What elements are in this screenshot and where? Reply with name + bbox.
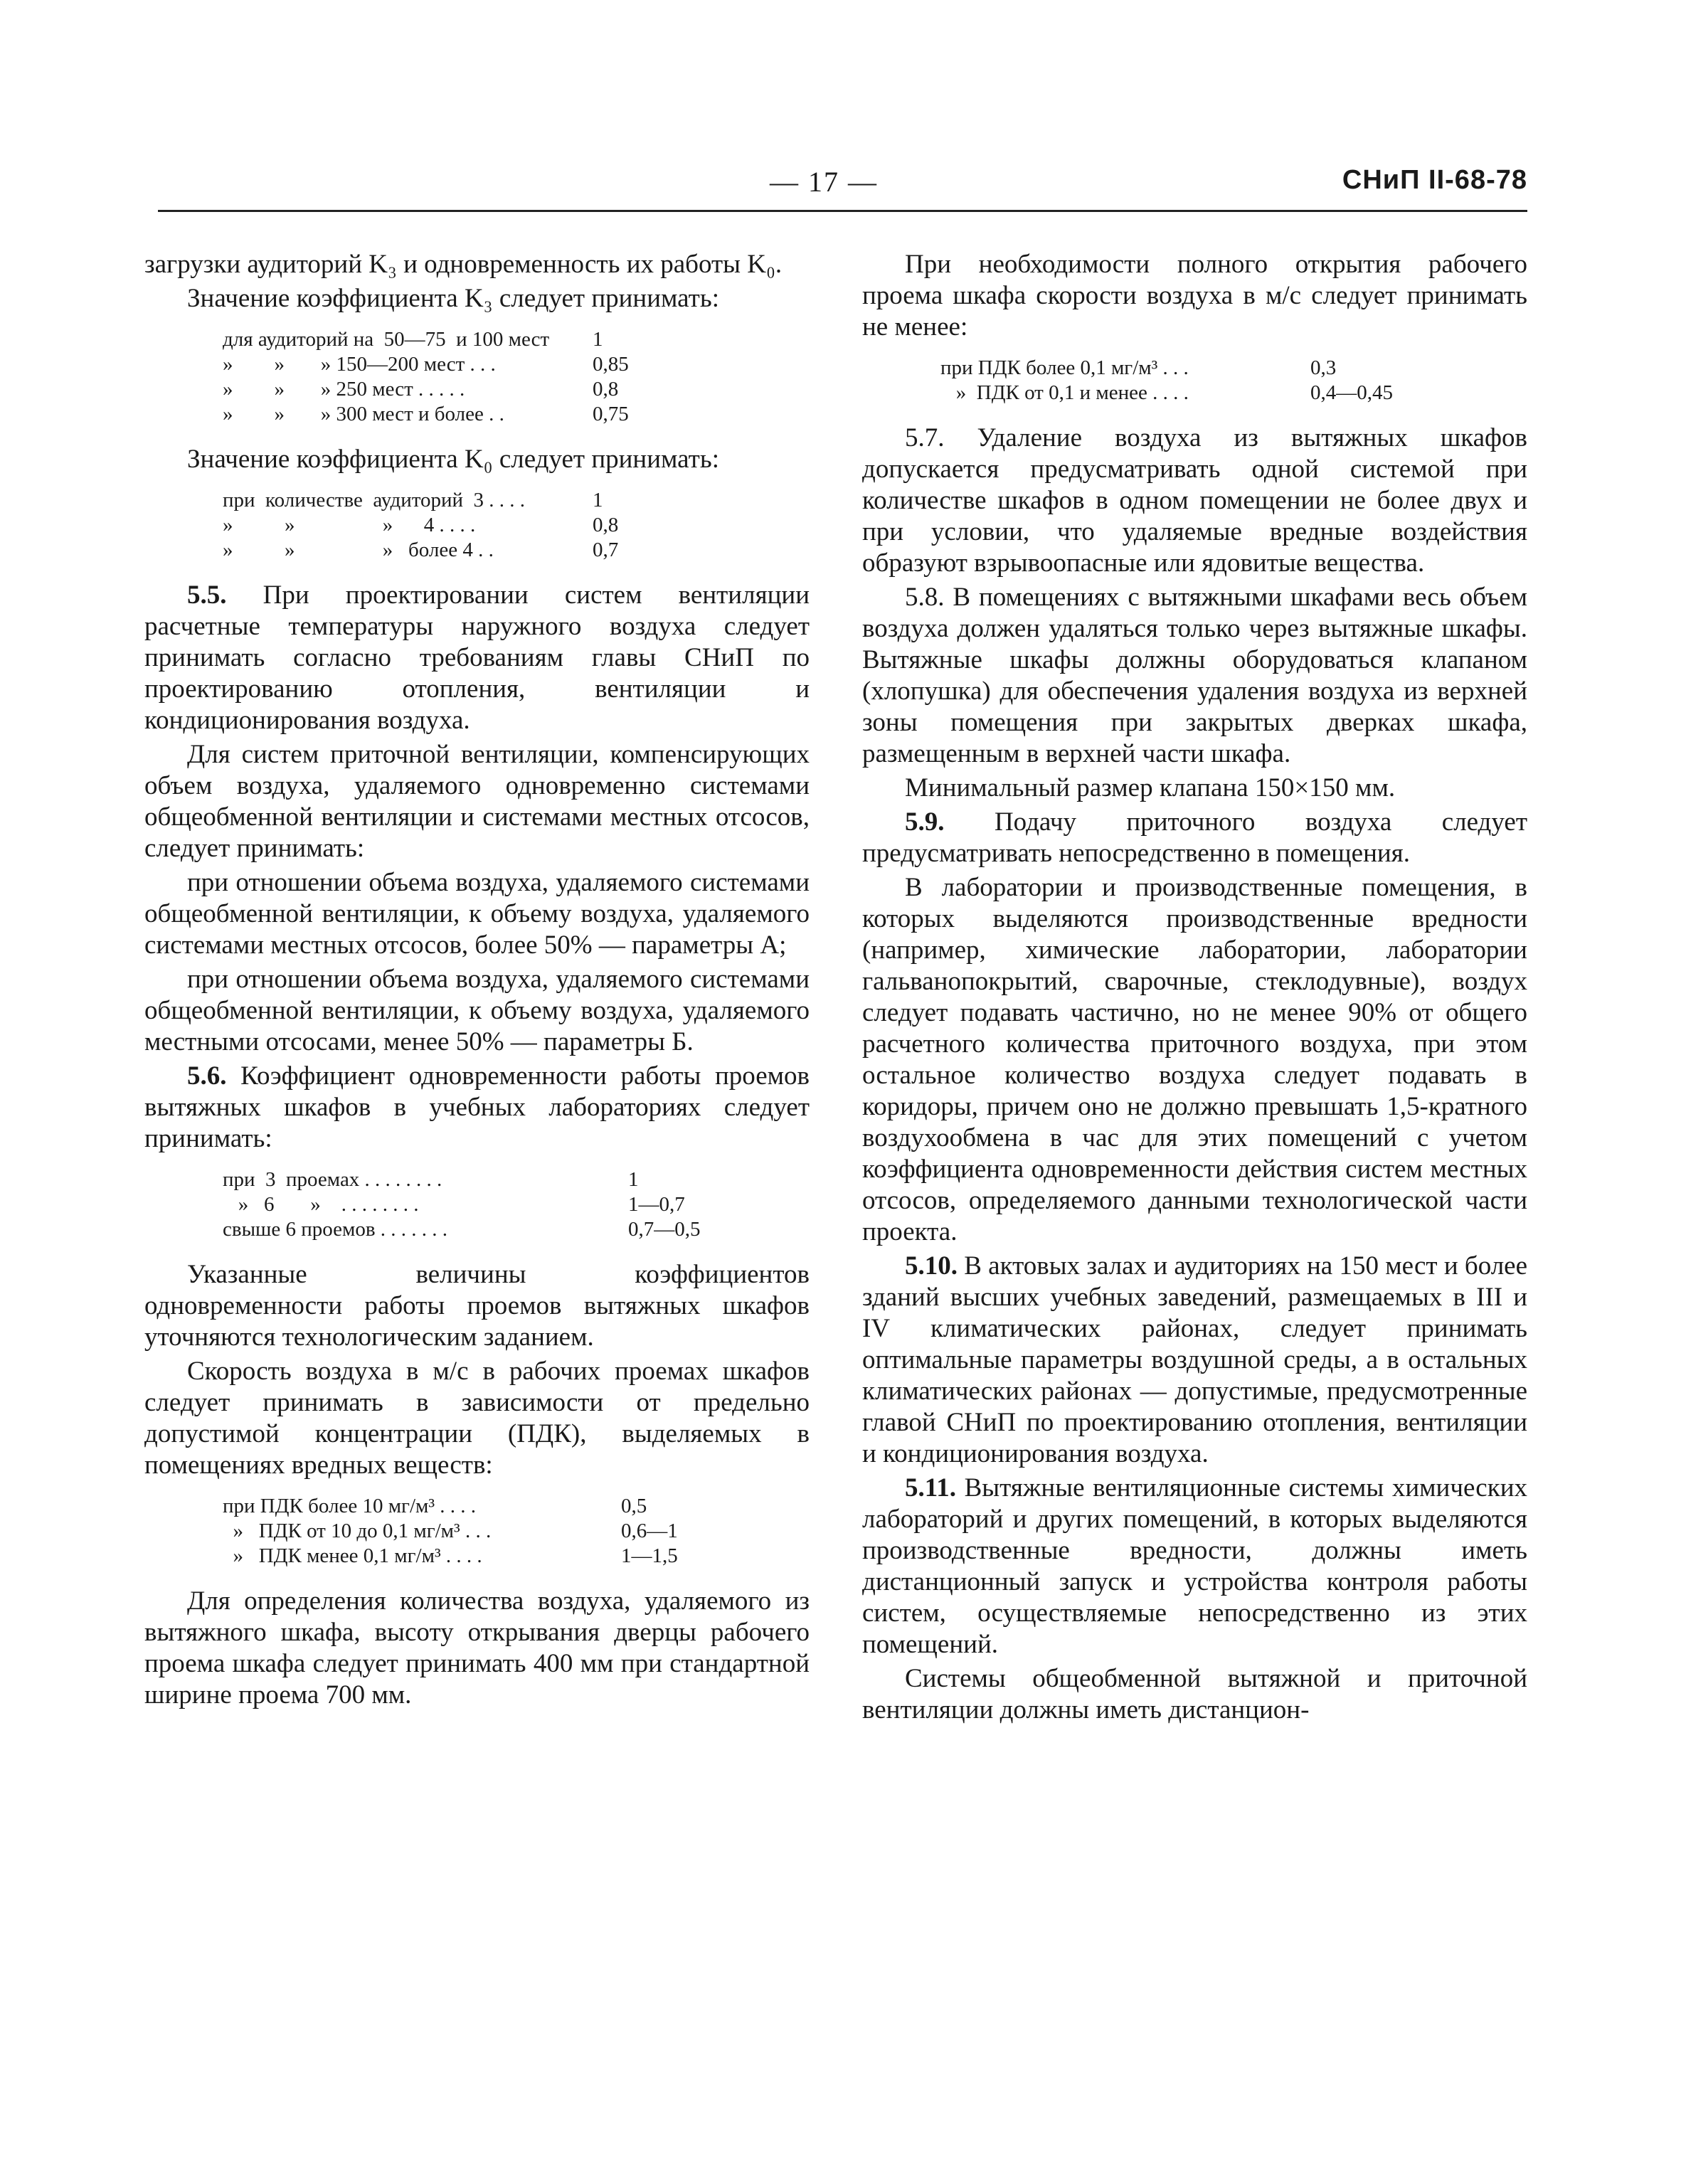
table-row bbox=[144, 352, 810, 377]
table-label: для аудиторий на 50—75 и 100 мест bbox=[223, 328, 550, 351]
paragraph: Значение коэффициента K₀ следует принимать: bbox=[187, 445, 719, 474]
table-label: » ПДК от 10 до 0,1 мг/м³ . . . bbox=[223, 1520, 492, 1542]
section-5-6 bbox=[144, 1061, 810, 1155]
table-label: » 6 » . . . . . . . . bbox=[223, 1193, 419, 1216]
section-5-10 bbox=[862, 1251, 1527, 1470]
section-text: В актовых залах и аудиториях на 150 мест и более зданий высших учебных заведений, размещаемых в III и IV климатических районах, следует принимать оптимальные параметры воздушной среды, а в остальных климатических районах — допустимые, предусмотренные главой СНиП по проектированию отопления, вентиляции и кондиционирования воздуха. bbox=[862, 1251, 1528, 1468]
table-label: » » » 300 мест и более . . bbox=[223, 403, 504, 425]
table-label: при ПДК более 10 мг/м³ . . . . bbox=[223, 1495, 477, 1517]
table-value: 0,3 bbox=[1310, 356, 1337, 379]
section-number: 5.5. bbox=[187, 581, 227, 610]
table-row bbox=[144, 1192, 810, 1217]
table-label: » » » 150—200 мест . . . bbox=[223, 353, 496, 376]
table-label: » » » более 4 . . bbox=[223, 539, 494, 561]
section-text: При проектировании систем вентиляции расчетные температуры наружного воздуха следует принимать согласно требованиям главы СНиП по проектированию отопления, вентиляции и кондиционирования воздуха. bbox=[144, 581, 810, 735]
section-5-8 bbox=[862, 582, 1527, 770]
paragraph: Для определения количества воздуха, удаляемого из вытяжного шкафа, высоту открывания дверцы рабочего проема шкафа следует принимать 400 мм при стандартной ширине проема 700 мм. bbox=[144, 1586, 810, 1709]
table-row bbox=[144, 1167, 810, 1192]
table-row bbox=[144, 538, 810, 563]
table-value: 1—0,7 bbox=[628, 1193, 685, 1216]
section-5-7 bbox=[862, 423, 1527, 579]
table-value: 0,4—0,45 bbox=[1310, 381, 1393, 404]
paragraph: при отношении объема воздуха, удаляемого системами общеобменной вентиляции, к объему воздуха, удаляемого местными отсосами, менее 50% — параметры Б. bbox=[144, 965, 810, 1056]
table-row bbox=[144, 402, 810, 427]
left-column bbox=[144, 249, 810, 1714]
table-label: при ПДК более 0,1 мг/м³ . . . bbox=[940, 356, 1189, 379]
table-label: » ПДК от 0,1 и менее . . . . bbox=[940, 381, 1189, 404]
table-label: при количестве аудиторий 3 . . . . bbox=[223, 489, 526, 511]
table-label: » ПДК менее 0,1 мг/м³ . . . . bbox=[223, 1544, 482, 1567]
table-value: 0,6—1 bbox=[621, 1520, 678, 1542]
coefficient-table-k3 bbox=[144, 327, 810, 427]
paragraph: Указанные величины коэффициентов одновременности работы проемов вытяжных шкафов уточняются технологическим заданием. bbox=[144, 1260, 810, 1352]
table-value: 1 bbox=[593, 489, 603, 511]
paragraph: загрузки аудиторий K₃ и одновременность их работы K₀. bbox=[144, 250, 783, 279]
table-row bbox=[862, 381, 1527, 405]
section-text: Подачу приточного воздуха следует предусматривать непосредственно в помещения. bbox=[862, 807, 1527, 868]
table-value: 0,8 bbox=[593, 378, 619, 401]
section-5-11 bbox=[862, 1473, 1527, 1660]
table-label: » » » 4 . . . . bbox=[223, 514, 476, 536]
paragraph: Системы общеобменной вытяжной и приточной вентиляции должны иметь дистанцион- bbox=[862, 1664, 1527, 1724]
section-5-5 bbox=[144, 580, 810, 736]
paragraph: Скорость воздуха в м/с в рабочих проемах шкафов следует принимать в зависимости от предельно допустимой концентрации (ПДК), выделяемых в помещениях вредных веществ: bbox=[144, 1357, 810, 1480]
table-value: 1 bbox=[628, 1168, 639, 1191]
table-row bbox=[144, 488, 810, 513]
section-number: 5.8. bbox=[905, 583, 945, 612]
table-row bbox=[144, 327, 810, 352]
section-text: Удаление воздуха из вытяжных шкафов допускается предусматривать одной системой при количестве шкафов в одном помещении не более двух и при условии, что удаляемые вредные воздействия образуют взрывоопасные или ядовитые вещества. bbox=[862, 423, 1527, 578]
table-row bbox=[862, 356, 1527, 381]
header-rule bbox=[158, 210, 1527, 212]
table-value: 0,85 bbox=[593, 353, 629, 376]
table-label: » » » 250 мест . . . . . bbox=[223, 378, 465, 401]
table-value: 0,75 bbox=[593, 403, 629, 425]
section-number: 5.6. bbox=[187, 1061, 227, 1091]
air-speed-table bbox=[144, 1494, 810, 1569]
section-text: В помещениях с вытяжными шкафами весь объем воздуха должен удаляться только через вытяжные шкафы. Вытяжные шкафы должны оборудоваться клапаном (хлопушка) для обеспечения удаления воздуха из верхней зоны помещения при закрытых дверках шкафа, размещенным в верхней части шкафа. bbox=[862, 583, 1527, 768]
table-value: 1 bbox=[593, 328, 603, 351]
table-label: свыше 6 проемов . . . . . . . bbox=[223, 1218, 448, 1241]
table-value: 0,5 bbox=[621, 1495, 647, 1517]
section-text: Коэффициент одновременности работы проемов вытяжных шкафов в учебных лабораториях следует принимать: bbox=[144, 1061, 810, 1153]
table-row bbox=[144, 1519, 810, 1544]
table-row bbox=[144, 1494, 810, 1519]
document-code: СНиП II-68-78 bbox=[1342, 165, 1527, 195]
table-row bbox=[144, 1217, 810, 1242]
paragraph: В лаборатории и производственные помещения, в которых выделяются производственные вредности (например, химические лаборатории, лаборатории гальванопокрытий, сварочные, стеклодувные), воздух следует подавать частично, но не менее 90% от общего расчетного количества приточного воздуха, при этом остальное количество воздуха следует подавать в коридоры, причем оно не должно превышать 1,5-кратного воздухообмена в час для этих помещений с учетом коэффициента одновременности действия систем местных отсосов, определяемого данными технологической части проекта. bbox=[862, 873, 1527, 1246]
table-row bbox=[144, 1544, 810, 1569]
section-text: Вытяжные вентиляционные системы химических лабораторий и других помещений, в которых выделяются производственные вредности, должны иметь дистанционный запуск и устройства контроля работы систем, осуществляемые непосредственно из этих помещений. bbox=[862, 1473, 1527, 1659]
table-value: 1—1,5 bbox=[621, 1544, 678, 1567]
table-label: при 3 проемах . . . . . . . . bbox=[223, 1168, 442, 1191]
paragraph: при отношении объема воздуха, удаляемого системами общеобменной вентиляции, к объему воздуха, удаляемого системами местных отсосов, более 50% — параметры А; bbox=[144, 868, 810, 960]
section-number: 5.11. bbox=[905, 1473, 956, 1502]
paragraph: При необходимости полного открытия рабочего проема шкафа скорости воздуха в м/с следует принимать не менее: bbox=[862, 250, 1527, 341]
page-header bbox=[158, 165, 1527, 215]
table-row bbox=[144, 513, 810, 538]
page-number: — 17 — bbox=[770, 166, 878, 198]
table-row bbox=[144, 377, 810, 402]
right-column bbox=[862, 249, 1527, 1729]
coefficient-table-k0 bbox=[144, 488, 810, 563]
section-number: 5.7. bbox=[905, 423, 945, 452]
section-number: 5.10. bbox=[905, 1251, 958, 1281]
table-value: 0,8 bbox=[593, 514, 619, 536]
air-speed-full-open-table bbox=[862, 356, 1527, 405]
section-number: 5.9. bbox=[905, 807, 945, 837]
paragraph: Для систем приточной вентиляции, компенсирующих объем воздуха, удаляемого одновременно системами общеобменной вентиляции и системами местных отсосов, следует принимать: bbox=[144, 740, 810, 863]
table-value: 0,7—0,5 bbox=[628, 1218, 701, 1241]
paragraph: Значение коэффициента K₃ следует принимать: bbox=[187, 284, 719, 313]
paragraph: Минимальный размер клапана 150×150 мм. bbox=[905, 773, 1396, 802]
section-5-9 bbox=[862, 807, 1527, 869]
simultaneity-table bbox=[144, 1167, 810, 1242]
table-value: 0,7 bbox=[593, 539, 619, 561]
